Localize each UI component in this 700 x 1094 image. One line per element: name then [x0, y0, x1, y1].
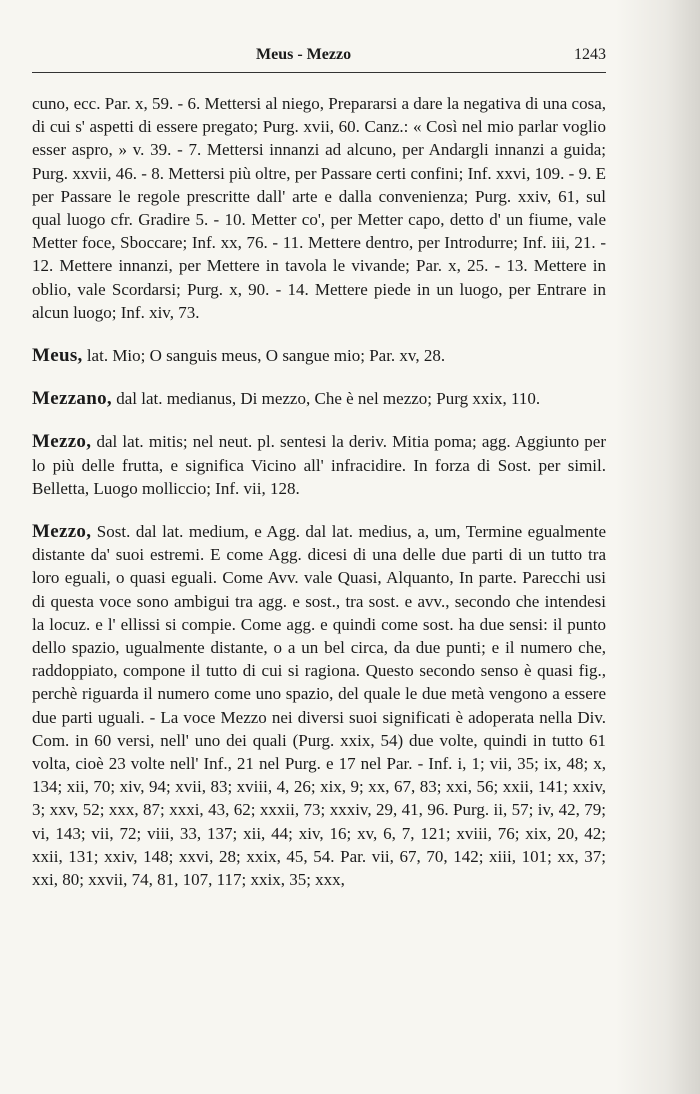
entry-text: Sost. dal lat. medium, e Agg. dal lat. medius, a, um, Termine egualmente distante da' suoi estremi. E come Agg. dicesi di una delle due parti di un tutto tra loro eguali, o quasi eguali. Come Avv. vale Quasi, Alquanto, In parte. Parecchi usi di questa voce sono ambigui tra agg. e sost., tra sost. e avv., secondo che intendesi la locuz. e l' ellissi si compie. Come agg. e quindi come sost. ha due sensi: il punto dello spazio, ugualmente distante, o a un bel circa, da due punti; e il numero che, raddoppiato, compone il tutto di cui si ragiona. Questo secondo senso è quasi fig., perchè riguarda il numero come uno spazio, del quale le due metà vengono a essere due parti uguali. - La voce Mezzo nei diversi suoi significati è adoperata nella Div. Com. in 60 versi, nell' uno dei quali (Purg. xxix, 54) due volte, quindi in tutto 61 volta, cioè 23 volte nell' Inf., 21 nel Purg. e 17 nel Par. - Inf. i, 1; vii, 35; ix, 48; x, 134; xii, 70; xiv, 94; xvii, 83; xviii, 4, 26; xix, 9; xx, 67, 83; xxi, 56; xxii, 141; xxiv, 3; xxv, 52; xxx, 87; xxxi, 43, 62; xxxii, 73; xxxiv, 29, 41, 96. Purg. ii, 57; iv, 42, 79; vi, 143; vii, 72; viii, 33, 137; xii, 44; xiv, 16; xv, 6, 7, 121; xviii, 76; xix, 20, 42; xxii, 131; xxiv, 148; xxvi, 28; xxix, 45, 54. Par. vii, 67, 70, 142; xiii, 101; xx, 37; xxi, 80; xxvii, 74, 81, 107, 117; xxix, 35; xxx, [32, 522, 606, 890]
body-text [32, 92, 606, 891]
continued-paragraph [32, 92, 606, 324]
page-number: 1243 [574, 46, 606, 63]
header-title: Meus - Mezzo [256, 46, 352, 63]
header-rule [32, 72, 606, 73]
entry-mezzano [32, 387, 606, 410]
entry-text: dal lat. medianus, Di mezzo, Che è nel mezzo; Purg xxix, 110. [116, 389, 541, 409]
running-header [32, 46, 604, 70]
entry-mezzo-sost [32, 520, 606, 891]
entry-headword: Meus, [32, 345, 83, 367]
page-edge-shadow [616, 0, 700, 1094]
paragraph-text: cuno, ecc. Par. x, 59. - 6. Mettersi al niego, Prepararsi a dare la negativa di una cosa, di cui s' aspetti di essere pregato; Purg. xvii, 60. Canz.: « Così nel mio parlar voglio esser aspro, » v. 39. - 7. Mettersi innanzi ad alcuno, per Andargli innanzi a guida; Purg. xxvii, 46. - 8. Mettersi più oltre, per Passare certi confini; Inf. xxvi, 109. - 9. E per Passare le regole prescritte dall' arte e dalla convenienza; Purg. xxiv, 61, sul qual luogo cfr. Gradire 5. - 10. Metter co', per Metter capo, detto d' un fiume, vale Metter foce, Sboccare; Inf. xx, 76. - 11. Mettere dentro, per Introdurre; Inf. iii, 21. - 12. Mettere innanzi, per Mettere in tavola le vivande; Par. x, 25. - 13. Mettere in oblio, vale Scordarsi; Purg. x, 90. - 14. Mettere piede in un luogo, per Entrare in alcun luogo; Inf. xiv, 73. [32, 94, 606, 322]
entry-meus [32, 344, 606, 367]
entry-text: dal lat. mitis; nel neut. pl. sentesi la deriv. Mitia poma; agg. Aggiunto per lo più delle frutta, e significa Vicino all' infracidire. In forza di Sost. per simil. Belletta, Luogo molliccio; Inf. vii, 128. [32, 432, 607, 498]
entry-headword: Mezzo, [32, 521, 92, 543]
entry-mezzo-agg [32, 430, 606, 500]
entry-headword: Mezzano, [32, 388, 112, 410]
entry-text: lat. Mio; O sanguis meus, O sangue mio; Par. xv, 28. [86, 346, 446, 366]
entry-headword: Mezzo, [32, 431, 92, 453]
